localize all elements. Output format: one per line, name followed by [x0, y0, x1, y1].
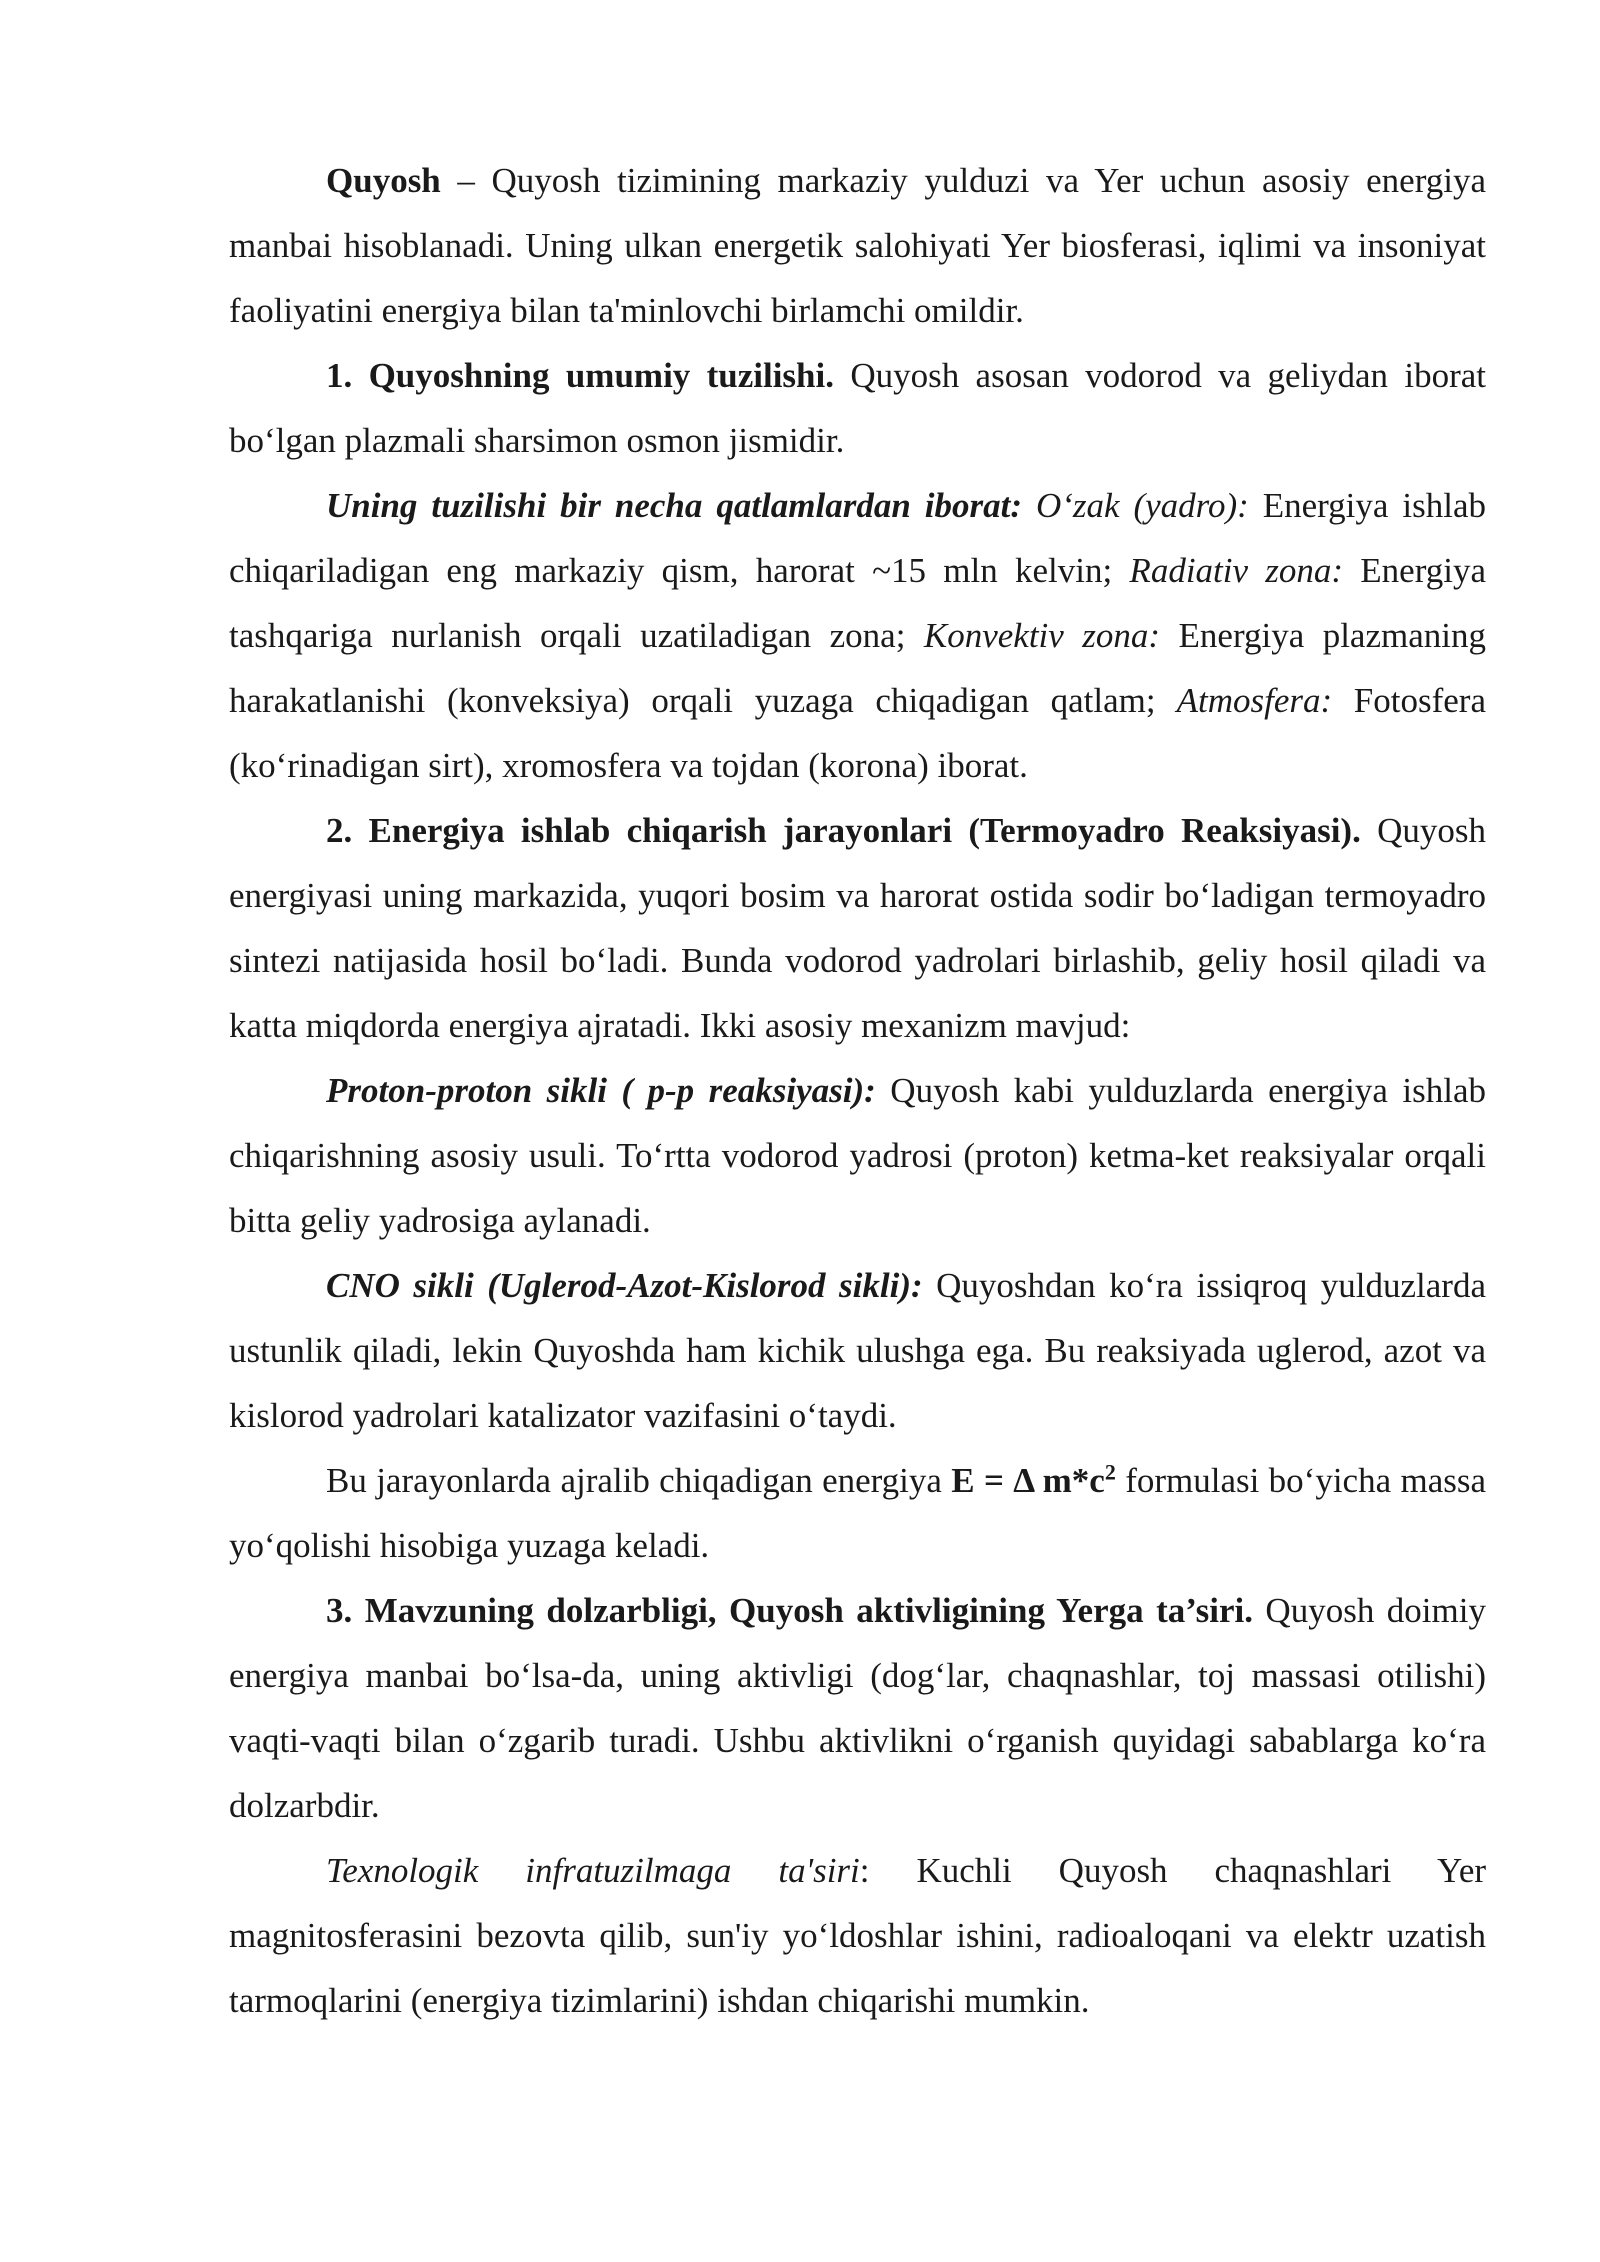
section-1-paragraph [229, 343, 1486, 473]
formula-paragraph [229, 1448, 1486, 1578]
document-body [229, 148, 1486, 2033]
formula: E = Δ m*c [951, 1461, 1105, 1500]
formula-exponent: 2 [1104, 1459, 1116, 1485]
pp-chain-text: Quyosh kabi yulduzlarda energiya ishlab chiqarishning asosiy usuli. To‘rtta vodorod yadrosi (proton) ketma-ket reaksiyalar orqali bitta geliy yadrosiga aylanadi. [229, 1071, 1486, 1240]
formula-before: Bu jarayonlarda ajralib chiqadigan energiya [326, 1461, 952, 1500]
cno-cycle-paragraph [229, 1253, 1486, 1448]
section-3-text: Quyosh doimiy energiya manbai bo‘lsa-da, uning aktivligi (dog‘lar, chaqnashlar, toj massasi otilishi) vaqti-vaqti bilan o‘zgarib turadi. Ushbu aktivlikni o‘rganish quyidagi sabablarga ko‘ra dolzarbdir. [229, 1591, 1486, 1825]
radiative-label: Radiativ zona: [1112, 551, 1344, 590]
intro-term: Quyosh [326, 161, 441, 200]
atmosphere-text: Fotosfera (ko‘rinadigan sirt), xromosfera va tojdan (korona) iborat. [229, 681, 1486, 785]
section-1-heading: 1. Quyoshning umumiy tuzilishi. [326, 356, 834, 395]
tech-impact-label: Texnologik infratuzilmaga ta'siri [326, 1851, 860, 1890]
convective-text: Energiya plazmaning harakatlanishi (konveksiya) orqali yuzaga chiqadigan qatlam; [229, 616, 1486, 720]
layers-lead: Uning tuzilishi bir necha qatlamlardan iborat: [326, 486, 1022, 525]
pp-chain-label: Proton-proton sikli ( p-p reaksiyasi): [326, 1071, 876, 1110]
section-2-paragraph [229, 798, 1486, 1058]
cno-cycle-label: CNO sikli (Uglerod-Azot-Kislorod sikli): [326, 1266, 923, 1305]
tech-impact-text: : Kuchli Quyosh chaqnashlari Yer magnitosferasini bezovta qilib, sun'iy yo‘ldoshlar ishini, radioaloqani va elektr uzatish tarmoqlarini (energiya tizimlarini) ishdan chiqarishi mumkin. [229, 1851, 1487, 2020]
section-1-text: Quyosh asosan vodorod va geliydan iborat bo‘lgan plazmali sharsimon osmon jismidir. [229, 356, 1486, 460]
section-3-paragraph [229, 1578, 1486, 1838]
pp-chain-paragraph [229, 1058, 1486, 1253]
core-label: O‘zak (yadro): [1022, 486, 1249, 525]
layers-paragraph [229, 473, 1486, 798]
formula-after: formulasi bo‘yicha massa yo‘qolishi hisobiga yuzaga keladi. [229, 1461, 1487, 1565]
radiative-text: Energiya tashqariga nurlanish orqali uzatiladigan zona; [229, 551, 1486, 655]
core-text: Energiya ishlab chiqariladigan eng markaziy qism, harorat ~15 mln kelvin; [229, 486, 1486, 590]
intro-text: – Quyosh tizimining markaziy yulduzi va Yer uchun asosiy energiya manbai hisoblanadi. Uning ulkan energetik salohiyati Yer biosferasi, iqlimi va insoniyat faoliyatini energiya bilan ta'minlovchi birlamchi omildir. [229, 161, 1486, 330]
section-2-text: Quyosh energiyasi uning markazida, yuqori bosim va harorat ostida sodir bo‘ladigan termoyadro sintezi natijasida hosil bo‘ladi. Bunda vodorod yadrolari birlashib, geliy hosil qiladi va katta miqdorda energiya ajratadi. Ikki asosiy mexanizm mavjud: [229, 811, 1486, 1045]
section-2-heading: 2. Energiya ishlab chiqarish jarayonlari (Termoyadro Reaksiyasi). [326, 811, 1361, 850]
convective-label: Konvektiv zona: [905, 616, 1161, 655]
tech-impact-paragraph [229, 1838, 1486, 2033]
intro-paragraph [229, 148, 1486, 343]
atmosphere-label: Atmosfera: [1155, 681, 1333, 720]
cno-cycle-text: Quyoshdan ko‘ra issiqroq yulduzlarda ustunlik qiladi, lekin Quyoshda ham kichik ulushga ega. Bu reaksiyada uglerod, azot va kislorod yadrolari katalizator vazifasini o‘taydi. [229, 1266, 1486, 1435]
section-3-heading: 3. Mavzuning dolzarbligi, Quyosh aktivligining Yerga ta’siri. [326, 1591, 1253, 1630]
